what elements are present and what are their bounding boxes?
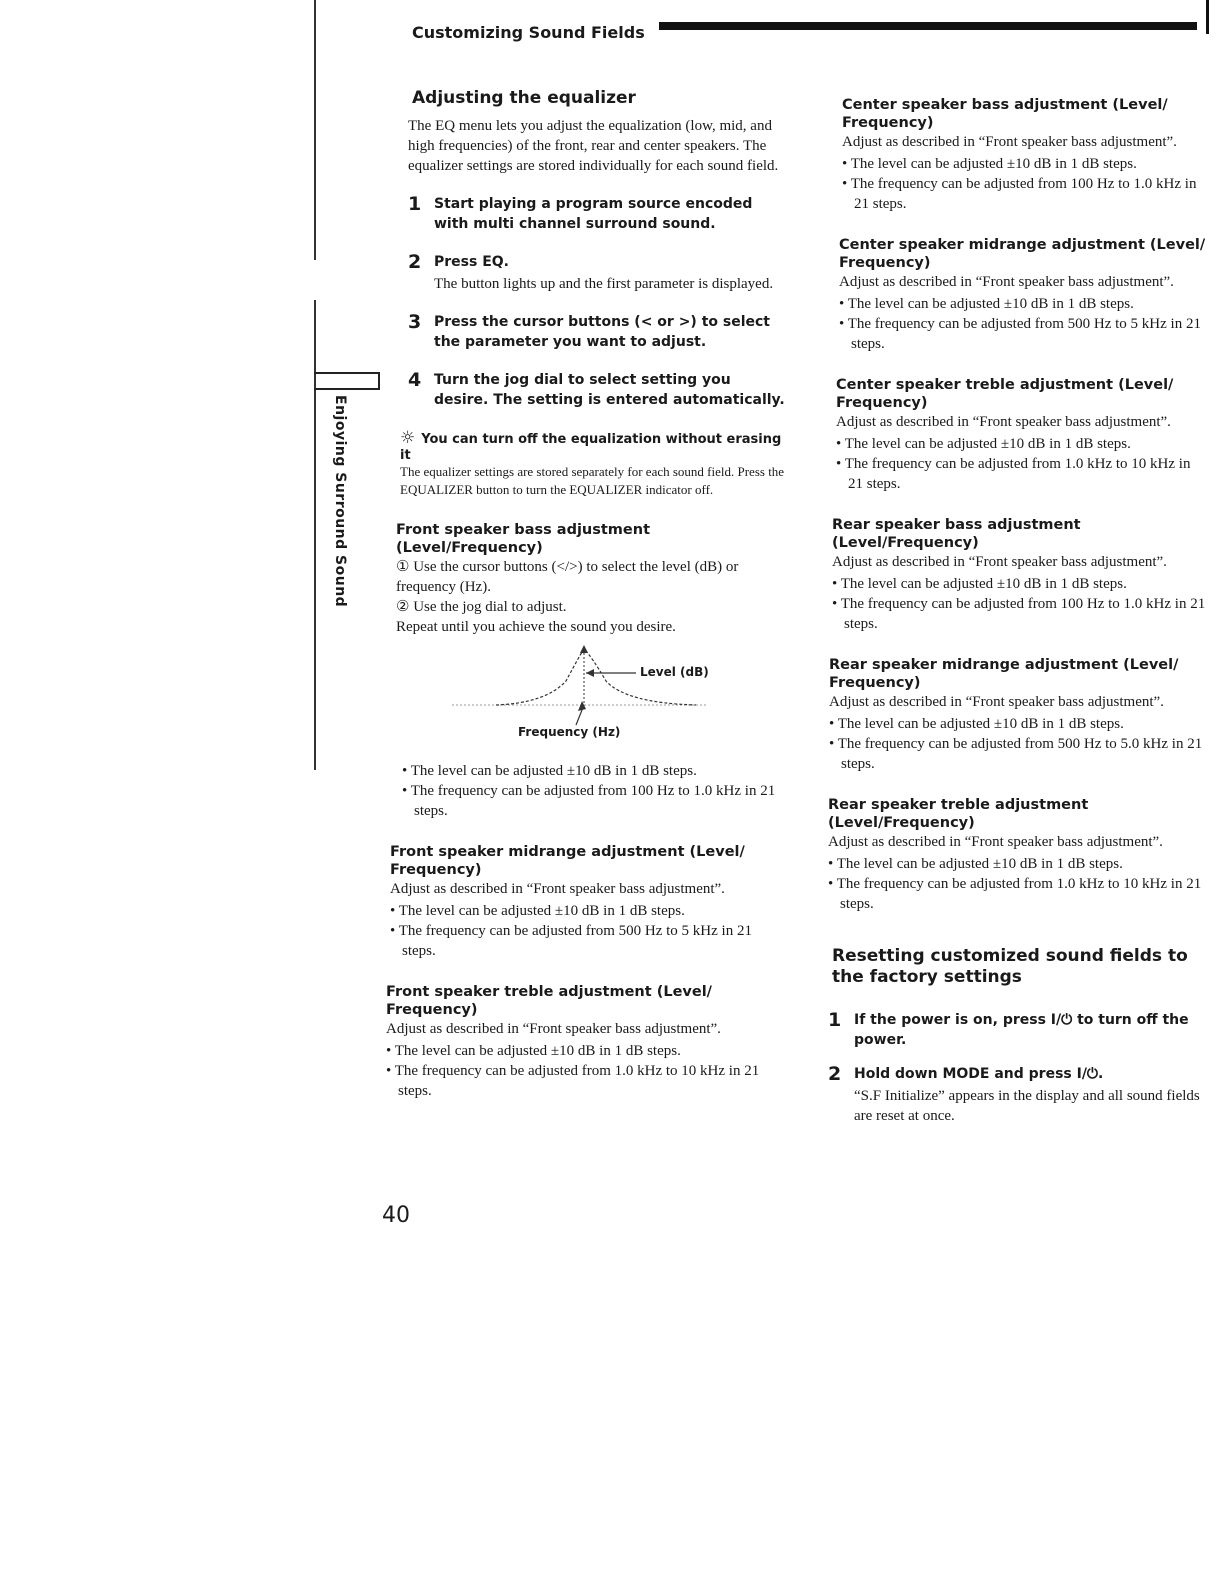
front-mid-section	[390, 843, 786, 961]
eq-curve-diagram	[396, 643, 786, 743]
front-bass-section	[396, 521, 786, 821]
sidebar-line-lower	[314, 300, 316, 770]
center-bass-title: Center speaker bass adjustment (Level/ Frequency)	[842, 97, 1168, 131]
rear-mid-desc: Adjust as described in “Front speaker bass adjustment”.	[829, 694, 1164, 710]
list-item: • The frequency can be adjusted from 1.0 kHz to 10 kHz in 21 steps.	[386, 1061, 786, 1101]
step-instruction: If the power is on, press I/⏻ to turn off the power.	[854, 1012, 1189, 1048]
front-mid-bullets	[390, 901, 786, 961]
eq-section-title: Adjusting the equalizer	[412, 88, 636, 108]
list-item: • The level can be adjusted ±10 dB in 1 dB steps.	[842, 154, 1208, 174]
front-treble-section	[386, 983, 786, 1101]
eq-steps	[408, 194, 786, 410]
sidebar-line-upper	[314, 0, 316, 260]
rear-treble-desc: Adjust as described in “Front speaker bass adjustment”.	[828, 834, 1163, 850]
front-treble-desc: Adjust as described in “Front speaker bass adjustment”.	[386, 1021, 721, 1037]
list-item: • The frequency can be adjusted from 100 Hz to 1.0 kHz in 21 steps.	[402, 781, 786, 821]
section-tab-marker	[314, 372, 380, 390]
list-item: • The level can be adjusted ±10 dB in 1 dB steps.	[839, 294, 1208, 314]
center-mid-desc: Adjust as described in “Front speaker bass adjustment”.	[839, 274, 1174, 290]
front-bass-bullets	[402, 761, 786, 821]
left-column	[386, 88, 786, 1101]
rear-bass-title: Rear speaker bass adjustment (Level/Frequency)	[832, 517, 1081, 551]
center-bass-desc: Adjust as described in “Front speaker bass adjustment”.	[842, 134, 1177, 150]
list-item: • The level can be adjusted ±10 dB in 1 dB steps.	[832, 574, 1208, 594]
right-column	[828, 96, 1208, 1126]
front-mid-desc: Adjust as described in “Front speaker bass adjustment”.	[390, 881, 725, 897]
eq-tip	[400, 428, 786, 499]
step-detail: The button lights up and the first parameter is displayed.	[434, 276, 774, 292]
list-item: • The frequency can be adjusted from 500 Hz to 5.0 kHz in 21 steps.	[829, 734, 1208, 774]
center-mid-section	[839, 236, 1208, 354]
list-item: • The level can be adjusted ±10 dB in 1 dB steps.	[390, 901, 786, 921]
step-instruction: Hold down MODE and press I/⏻.	[854, 1066, 1104, 1082]
hint-icon: ☼	[400, 428, 416, 448]
rear-treble-bullets	[828, 854, 1208, 914]
center-mid-bullets	[839, 294, 1208, 354]
front-mid-title: Front speaker midrange adjustment (Level/ Frequency)	[390, 844, 745, 878]
reset-steps	[828, 1010, 1208, 1126]
page-number: 40	[382, 1203, 410, 1228]
list-item: • The level can be adjusted ±10 dB in 1 dB steps.	[836, 434, 1208, 454]
center-treble-section	[836, 376, 1208, 494]
step-number: 2	[408, 251, 422, 273]
rear-treble-section	[828, 796, 1208, 914]
step-instruction: Start playing a program source encoded with multi channel surround sound.	[434, 196, 753, 232]
rear-mid-section	[829, 656, 1208, 774]
front-bass-line2: ② Use the jog dial to adjust.	[396, 599, 567, 615]
step-1	[828, 1010, 1208, 1050]
step-number: 3	[408, 311, 422, 333]
reset-section-title: Resetting customized sound fields to the factory settings	[832, 946, 1188, 987]
step-detail: “S.F Initialize” appears in the display and all sound fields are reset at once.	[854, 1088, 1200, 1124]
header-rule-end	[1206, 0, 1209, 34]
list-item: • The frequency can be adjusted from 500 Hz to 5 kHz in 21 steps.	[839, 314, 1208, 354]
front-treble-bullets	[386, 1041, 786, 1101]
front-treble-title: Front speaker treble adjustment (Level/ Frequency)	[386, 984, 712, 1018]
front-bass-line3: Repeat until you achieve the sound you desire.	[396, 619, 676, 635]
step-4	[408, 370, 786, 410]
diagram-frequency-label: Frequency (Hz)	[518, 725, 621, 739]
section-tab-label: Enjoying Surround Sound	[332, 395, 348, 608]
step-1	[408, 194, 786, 234]
rear-treble-title: Rear speaker treble adjustment (Level/Frequency)	[828, 797, 1089, 831]
step-number: 1	[828, 1009, 842, 1031]
front-bass-line1: ① Use the cursor buttons (</>) to select the level (dB) or frequency (Hz).	[396, 559, 739, 595]
rear-bass-desc: Adjust as described in “Front speaker bass adjustment”.	[832, 554, 1167, 570]
eq-intro: The EQ menu lets you adjust the equalization (low, mid, and high frequencies) of the front, rear and center speakers. The equalizer settings are stored individually for each sound field.	[408, 118, 779, 174]
step-instruction: Press the cursor buttons (< or >) to select the parameter you want to adjust.	[434, 314, 770, 350]
list-item: • The frequency can be adjusted from 500 Hz to 5 kHz in 21 steps.	[390, 921, 786, 961]
step-instruction: Press EQ.	[434, 254, 509, 270]
list-item: • The level can be adjusted ±10 dB in 1 dB steps.	[402, 761, 786, 781]
diagram-level-label: Level (dB)	[640, 665, 709, 679]
list-item: • The frequency can be adjusted from 100 Hz to 1.0 kHz in 21 steps.	[832, 594, 1208, 634]
step-number: 1	[408, 193, 422, 215]
front-bass-title: Front speaker bass adjustment (Level/Frequency)	[396, 522, 650, 556]
rear-bass-section	[832, 516, 1208, 634]
step-2	[408, 252, 786, 294]
center-mid-title: Center speaker midrange adjustment (Level/ Frequency)	[839, 237, 1206, 271]
center-treble-title: Center speaker treble adjustment (Level/ Frequency)	[836, 377, 1174, 411]
tip-heading: You can turn off the equalization without erasing it	[400, 432, 782, 463]
list-item: • The level can be adjusted ±10 dB in 1 dB steps.	[386, 1041, 786, 1061]
list-item: • The level can be adjusted ±10 dB in 1 dB steps.	[829, 714, 1208, 734]
step-number: 2	[828, 1063, 842, 1085]
step-instruction: Turn the jog dial to select setting you desire. The setting is entered automatically.	[434, 372, 785, 408]
list-item: • The frequency can be adjusted from 1.0 kHz to 10 kHz in 21 steps.	[836, 454, 1208, 494]
tip-body: The equalizer settings are stored separately for each sound field. Press the EQUALIZER button to turn the EQUALIZER indicator off.	[400, 464, 785, 497]
page-header-title: Customizing Sound Fields	[412, 21, 659, 42]
center-treble-bullets	[836, 434, 1208, 494]
list-item: • The level can be adjusted ±10 dB in 1 dB steps.	[828, 854, 1208, 874]
rear-mid-title: Rear speaker midrange adjustment (Level/ Frequency)	[829, 657, 1179, 691]
rear-mid-bullets	[829, 714, 1208, 774]
center-bass-section	[842, 96, 1208, 214]
list-item: • The frequency can be adjusted from 100 Hz to 1.0 kHz in 21 steps.	[842, 174, 1208, 214]
step-2	[828, 1064, 1208, 1126]
center-bass-bullets	[842, 154, 1208, 214]
step-3	[408, 312, 786, 352]
rear-bass-bullets	[832, 574, 1208, 634]
step-number: 4	[408, 369, 422, 391]
center-treble-desc: Adjust as described in “Front speaker bass adjustment”.	[836, 414, 1171, 430]
list-item: • The frequency can be adjusted from 1.0 kHz to 10 kHz in 21 steps.	[828, 874, 1208, 914]
